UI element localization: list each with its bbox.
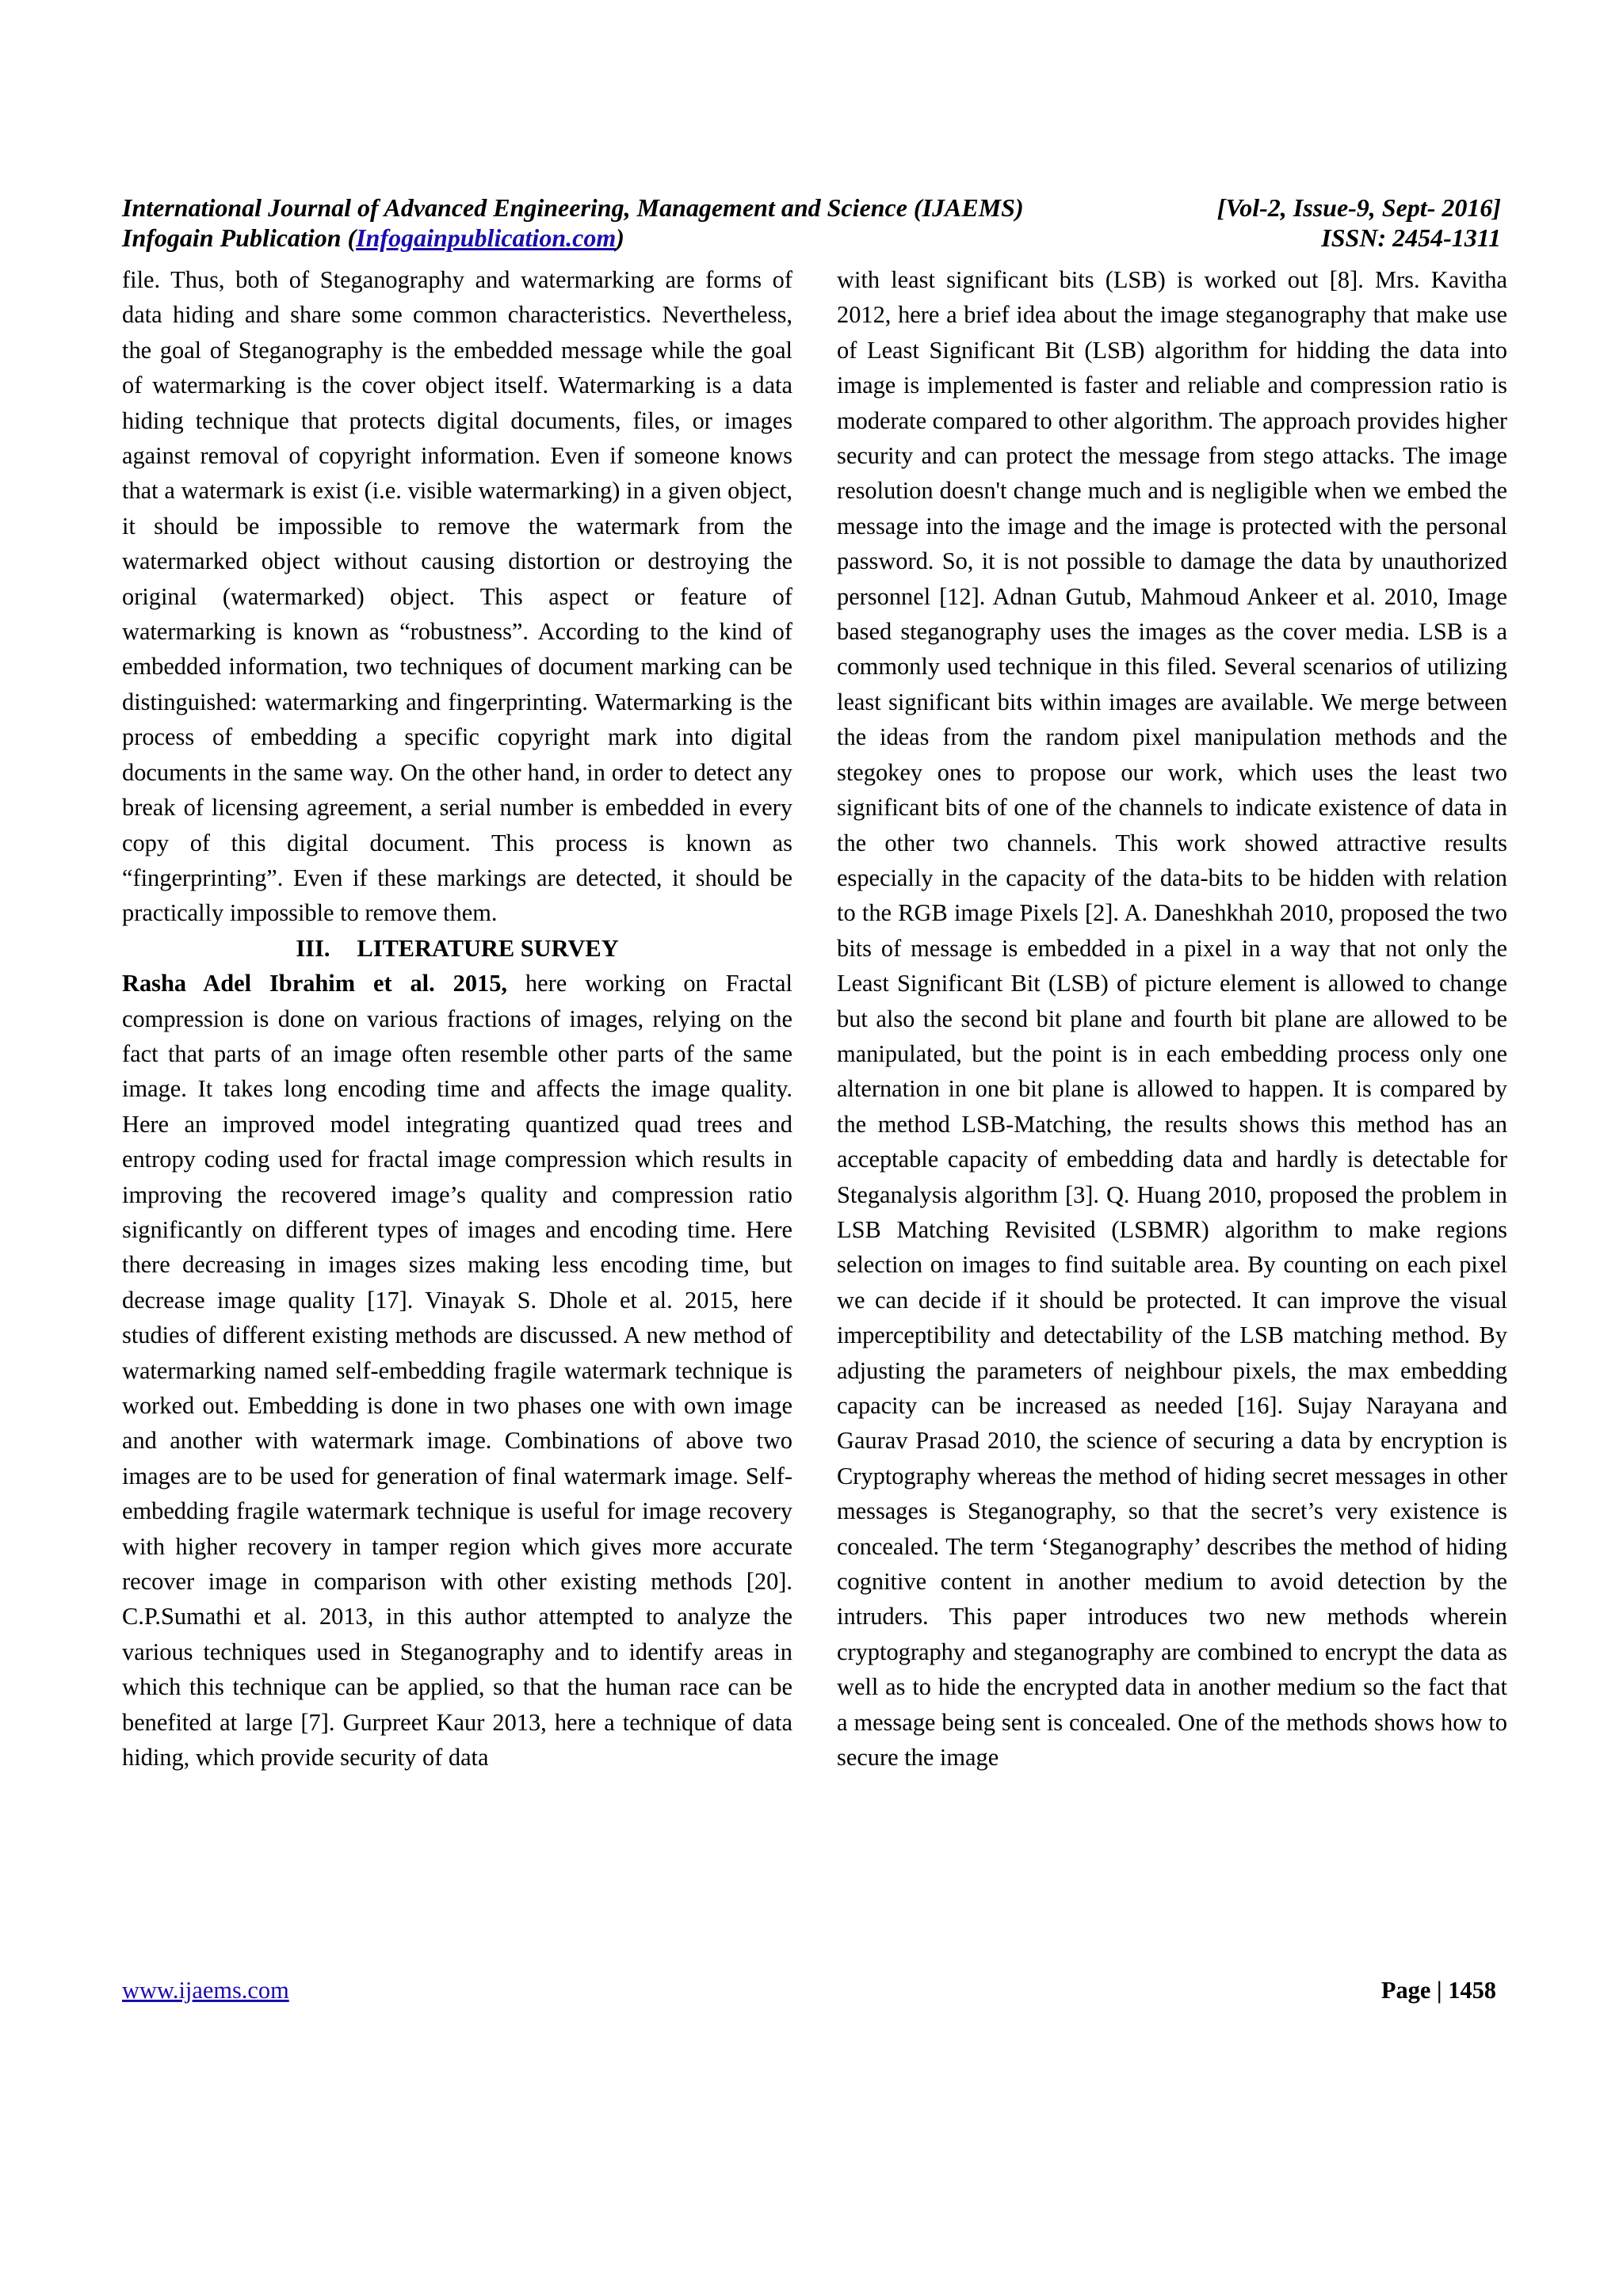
left-column [122, 262, 792, 1775]
citation-lead: Rasha Adel Ibrahim et al. 2015, [122, 970, 508, 997]
page-number: Page | 1458 [1381, 1977, 1496, 2004]
section-number: III. [296, 934, 330, 962]
publisher [122, 223, 624, 253]
journal-title: International Journal of Advanced Engineering, Management and Science (IJAEMS) [122, 193, 1024, 222]
publisher-prefix: Infogain Publication ( [122, 223, 357, 252]
publisher-suffix: ) [616, 223, 624, 252]
left-paragraph-1: file. Thus, both of Steganography and watermarking are forms of data hiding and share some common characteristics. Nevertheless, the goal of Steganography is the embedded message while the goal of watermarking is the cover object itself. Watermarking is a data hiding technique that protects digital documents, files, or images against removal of copyright information. Even if someone knows that a watermark is exist (i.e. visible watermarking) in a given object, it should be impossible to remove the watermark from the watermarked object without causing distortion or destroying the original (watermarked) object. This aspect or feature of watermarking is known as “robustness”. According to the kind of embedded information, two techniques of document marking can be distinguished: watermarking and fingerprinting. Watermarking is the process of embedding a specific copyright mark into digital documents in the same way. On the other hand, in order to detect any break of licensing agreement, a serial number is embedded in every copy of this digital document. This process is known as “fingerprinting”. Even if these markings are detected, it should be practically impossible to remove them. [122, 266, 792, 927]
page-header [122, 193, 1501, 253]
header-row-2 [122, 223, 1501, 253]
publisher-link[interactable]: Infogainpublication.com [356, 223, 617, 252]
page-footer [122, 1974, 1496, 2006]
footer-website-link[interactable]: www.ijaems.com [122, 1977, 289, 2004]
issn: ISSN: 2454-1311 [1321, 223, 1501, 252]
left-paragraph-2 [122, 966, 792, 1775]
header-row-1 [122, 193, 1501, 223]
section-title: LITERATURE SURVEY [357, 934, 619, 962]
section-heading [122, 931, 792, 966]
right-paragraph-1: with least significant bits (LSB) is worked out [8]. Mrs. Kavitha 2012, here a brief idea about the image steganography that make use of Least Significant Bit (LSB) algorithm for hidding the data into image is implemented is faster and reliable and compression ratio is moderate compared to other algorithm. The approach provides higher security and can protect the message from stego attacks. The image resolution doesn't change much and is negligible when we embed the message into the image and the image is protected with the personal password. So, it is not possible to damage the data by unauthorized personnel [12]. Adnan Gutub, Mahmoud Ankeer et al. 2010, Image based steganography uses the images as the cover media. LSB is a commonly used technique in this filed. Several scenarios of utilizing least significant bits within images are available. We merge between the ideas from the random pixel manipulation methods and the stegokey ones to propose our work, which uses the least two significant bits of one of the channels to indicate existence of data in the other two channels. This work showed attractive results especially in the capacity of the data-bits to be hidden with relation to the RGB image Pixels [2]. A. Daneshkhah 2010, proposed the two bits of message is embedded in a pixel in a way that not only the Least Significant Bit (LSB) of picture element is allowed to change but also the second bit plane and fourth bit plane are allowed to be manipulated, but the point is in each embedding process only one alternation in one bit plane is allowed to happen. It is compared by the method LSB-Matching, the results shows this method has an acceptable capacity of embedding data and hardly is detectable for Steganalysis algorithm [3]. Q. Huang 2010, proposed the problem in LSB Matching Revisited (LSBMR) algorithm to make regions selection on images to find suitable area. By counting on each pixel we can decide if it should be protected. It can improve the visual imperceptibility and detectability of the LSB matching method. By adjusting the parameters of neighbour pixels, the max embedding capacity can be increased as needed [16]. Sujay Narayana and Gaurav Prasad 2010, the science of securing a data by encryption is Cryptography whereas the method of hiding secret messages in other messages is Steganography, so that the secret’s very existence is concealed. The term ‘Steganography’ describes the method of hiding cognitive content in another medium to avoid detection by the intruders. This paper introduces two new methods wherein cryptography and steganography are combined to encrypt the data as well as to hide the encrypted data in another medium so the fact that a message being sent is concealed. One of the methods shows how to secure the image [837, 266, 1507, 1772]
left-paragraph-2-body: here working on Fractal compression is done on various fractions of images, relying on the fact that parts of an image often resemble other parts of the same image. It takes long encoding time and affects the image quality. Here an improved model integrating quantized quad trees and entropy coding used for fractal image compression which results in improving the recovered image’s quality and compression ratio significantly on different types of images and encoding time. Here there decreasing in images sizes making less encoding time, but decrease image quality [17]. Vinayak S. Dhole et al. 2015, here studies of different existing methods are discussed. A new method of watermarking named self-embedding fragile watermark technique is worked out. Embedding is done in two phases one with own image and another with watermark image. Combinations of above two images are to be used for generation of final watermark image. Self-embedding fragile watermark technique is useful for image recovery with higher recovery in tamper region which gives more accurate recover image in comparison with other existing methods [20]. C.P.Sumathi et al. 2013, in this author attempted to analyze the various techniques used in Steganography and to identify areas in which this technique can be applied, so that the human race can be benefited at large [7]. Gurpreet Kaur 2013, here a technique of data hiding, which provide security of data [122, 970, 792, 1772]
volume-issue: [Vol-2, Issue-9, Sept- 2016] [1216, 193, 1501, 222]
right-column [837, 262, 1507, 1775]
